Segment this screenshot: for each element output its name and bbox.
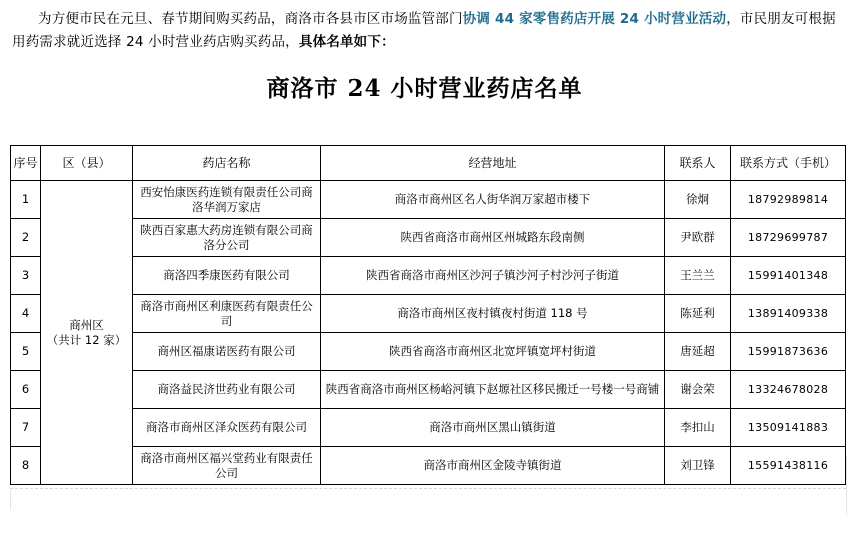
cell-contact: 尹欧群 — [665, 219, 731, 257]
cell-contact: 唐延超 — [665, 333, 731, 371]
cell-address: 陕西省商洛市商州区北宽坪镇宽坪村街道 — [321, 333, 665, 371]
cell-phone: 15991401348 — [731, 257, 846, 295]
cell-no: 2 — [11, 219, 41, 257]
cell-no: 1 — [11, 181, 41, 219]
intro-text: 为方便市民在元旦、春节期间购买药品，商洛市各县市区市场监管部门 — [38, 11, 463, 27]
cell-name: 商州区福康诺医药有限公司 — [133, 333, 321, 371]
cell-phone: 13324678028 — [731, 371, 846, 409]
cell-name: 西安怡康医药连锁有限责任公司商洛华润万家店 — [133, 181, 321, 219]
header-no: 序号 — [11, 146, 41, 181]
table-row — [11, 371, 846, 409]
cell-no: 8 — [11, 447, 41, 485]
document-title: 商洛市 24 小时营业药店名单 — [266, 75, 583, 102]
cell-contact: 陈延利 — [665, 295, 731, 333]
cell-contact: 徐炯 — [665, 181, 731, 219]
intro-bold-tail: 具体名单如下： — [298, 34, 395, 50]
cell-no: 4 — [11, 295, 41, 333]
cell-address: 陕西省商洛市商州区州城路东段南侧 — [321, 219, 665, 257]
pharmacy-table — [10, 145, 846, 485]
cell-name: 商洛四季康医药有限公司 — [133, 257, 321, 295]
cell-phone: 15991873636 — [731, 333, 846, 371]
cell-address: 商洛市商州区黑山镇街道 — [321, 409, 665, 447]
page-edge-right — [846, 455, 847, 515]
cell-address: 商洛市商州区夜村镇夜村街道 118 号 — [321, 295, 665, 333]
header-contact: 联系人 — [665, 146, 731, 181]
intro-paragraph — [12, 8, 842, 54]
cell-name: 商洛市商州区泽众医药有限公司 — [133, 409, 321, 447]
cell-contact: 李扣山 — [665, 409, 731, 447]
cell-phone: 18792989814 — [731, 181, 846, 219]
cell-no: 6 — [11, 371, 41, 409]
cell-address: 陕西省商洛市商州区沙河子镇沙河子村沙河子街道 — [321, 257, 665, 295]
cell-name: 商洛市商州区福兴堂药业有限责任公司 — [133, 447, 321, 485]
table-row — [11, 181, 846, 219]
cell-address: 陕西省商洛市商州区杨峪河镇下赵塬社区移民搬迁一号楼一号商铺 — [321, 371, 665, 409]
table-row — [11, 257, 846, 295]
page-divider — [10, 488, 846, 490]
intro-highlight: 协调 44 家零售药店开展 24 小时营业活动 — [462, 11, 727, 27]
cell-no: 3 — [11, 257, 41, 295]
cell-phone: 15591438116 — [731, 447, 846, 485]
cell-phone: 13891409338 — [731, 295, 846, 333]
cell-address: 商洛市商州区金陵寺镇街道 — [321, 447, 665, 485]
header-address: 经营地址 — [321, 146, 665, 181]
table-row — [11, 409, 846, 447]
cell-phone: 18729699787 — [731, 219, 846, 257]
header-phone: 联系方式（手机） — [731, 146, 846, 181]
header-name: 药店名称 — [133, 146, 321, 181]
cell-address: 商洛市商州区名人街华润万家超市楼下 — [321, 181, 665, 219]
cell-name: 商洛市商州区利康医药有限责任公司 — [133, 295, 321, 333]
table-row — [11, 219, 846, 257]
cell-name: 商洛益民济世药业有限公司 — [133, 371, 321, 409]
cell-no: 5 — [11, 333, 41, 371]
cell-name: 陕西百家惠大药房连锁有限公司商洛分公司 — [133, 219, 321, 257]
table-header-row — [11, 146, 846, 181]
cell-contact: 刘卫锋 — [665, 447, 731, 485]
header-district: 区（县） — [41, 146, 133, 181]
table-row — [11, 333, 846, 371]
table-row — [11, 295, 846, 333]
cell-contact: 王兰兰 — [665, 257, 731, 295]
cell-district: 商州区 （共计 12 家） — [41, 181, 133, 485]
intro-text-2: ，市民朋友可根据用药需求就近选择 24 小时营业药店购买药品， — [12, 11, 836, 50]
cell-no: 7 — [11, 409, 41, 447]
cell-contact: 谢会荣 — [665, 371, 731, 409]
table-row — [11, 447, 846, 485]
page-edge-left — [10, 490, 11, 510]
cell-phone: 13509141883 — [731, 409, 846, 447]
